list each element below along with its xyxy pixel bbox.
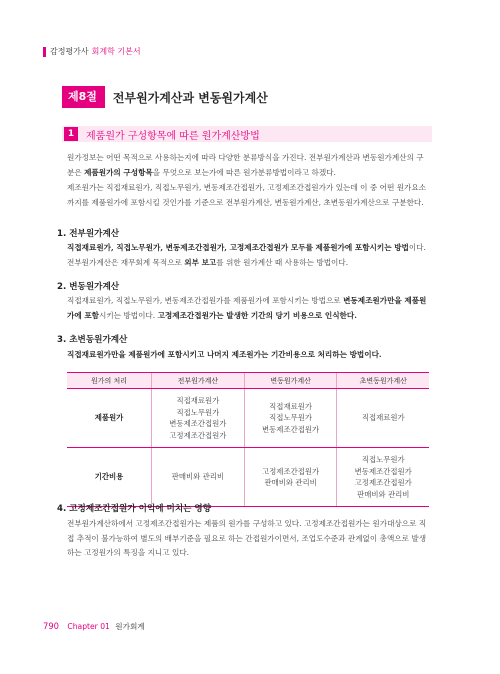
page-number: 790 — [43, 621, 59, 631]
chapter-title: 원가회계 — [115, 622, 145, 631]
item-heading-4: 4. 고정제조간접원가 이익에 미치는 영향 — [57, 504, 212, 514]
row-label: 기간비용 — [67, 448, 152, 507]
section-number: 제8절 — [62, 86, 105, 108]
subsection-heading — [62, 126, 432, 142]
table-header-cell: 전부원가계산 — [152, 373, 245, 389]
chapter-label: Chapter 01 — [67, 622, 110, 631]
table-header-cell: 초변동원가계산 — [337, 373, 429, 389]
header-accent-bar — [43, 47, 46, 57]
table-cell: 직접재료원가 — [337, 389, 429, 448]
running-header — [43, 46, 141, 57]
item-text-4: 전부원가계산하에서 고정제조간접원가는 제품의 원가를 구성하고 있다. 고정제조간접원가는 원가대상으로 직접 추적이 불가능하여 별도의 배부기준을 필요로 하는 간접원가이면서, 조업도수준과 관계없이 총액으로 발생하는 고정원가의 특징을 지니고 있다. — [67, 519, 427, 558]
costing-comparison-table — [67, 372, 429, 507]
table-cell: 직접재료원가 직접노무원가 변동제조간접원가 — [244, 389, 337, 448]
table-cell: 직접노무원가 변동제조간접원가 고정제조간접원가 판매비와 관리비 — [337, 448, 429, 507]
section-title: 전부원가계산과 변동원가계산 — [112, 90, 268, 105]
table-header-row — [67, 373, 429, 389]
item-heading-2: 2. 변동원가계산 — [57, 282, 120, 292]
header-title: 감정평가사 — [50, 47, 89, 56]
item-text-1: 직접재료원가, 직접노무원가, 변동제조간접원가, 고정제조간접원가 모두를 제품원가에 포함시키는 방법이다. 전부원가계산은 재무회계 목적으로 외부 보고를 위한 원가계산 때 사용하는 방법이다. — [67, 243, 426, 267]
section-heading — [62, 86, 432, 108]
table-header-cell: 변동원가계산 — [244, 373, 337, 389]
item-heading-3: 3. 초변동원가계산 — [57, 335, 128, 345]
table-cell: 판매비와 관리비 — [152, 448, 245, 507]
table-cell: 직접재료원가 직접노무원가 변동제조간접원가 고정제조간접원가 — [152, 389, 245, 448]
header-subtitle: 회계학 기본서 — [91, 47, 141, 56]
page-footer — [43, 621, 145, 632]
intro-bold: 제품원가의 구성항목 — [84, 167, 153, 177]
intro-paragraph-2: 제조원가는 직접재료원가, 직접노무원가, 변동제조간접원가, 고정제조간접원가가 있는데 이 중 어떤 원가요소까지를 제품원가에 포함시킬 것인가를 기준으로 전부원가계산, 변동원가계산, 초변동원가계산으로 구분한다. — [67, 183, 427, 207]
item-text-2: 직접재료원가, 직접노무원가, 변동제조간접원가를 제품원가에 포함시키는 방법으로 변동제조원가만을 제품원가에 포함시키는 방법이다. 고정제조간접원가는 발생한 기간의 당기 비용으로 인식한다. — [67, 296, 427, 320]
item-text-3: 직접재료원가만을 제품원가에 포함시키고 나머지 제조원가는 기간비용으로 처리하는 방법이다. — [67, 350, 382, 359]
item-heading-1: 1. 전부원가계산 — [57, 229, 120, 239]
subsection-title: 제품원가 구성항목에 따른 원가계산방법 — [86, 130, 260, 142]
table-row — [67, 448, 429, 507]
table-row — [67, 389, 429, 448]
table-header-cell: 원가의 처리 — [67, 373, 152, 389]
subsection-number: 1 — [64, 127, 78, 141]
table-cell: 고정제조간접원가 판매비와 관리비 — [244, 448, 337, 507]
intro-paragraph-1: 원가정보는 어떤 목적으로 사용하는지에 따라 다양한 분류방식을 가진다. 전부원가계산과 변동원가계산의 구분은 제품원가의 구성항목을 무엇으로 보는가에 따른 원가분류방법이라고 하겠다. — [67, 153, 424, 177]
row-label: 제품원가 — [67, 389, 152, 448]
